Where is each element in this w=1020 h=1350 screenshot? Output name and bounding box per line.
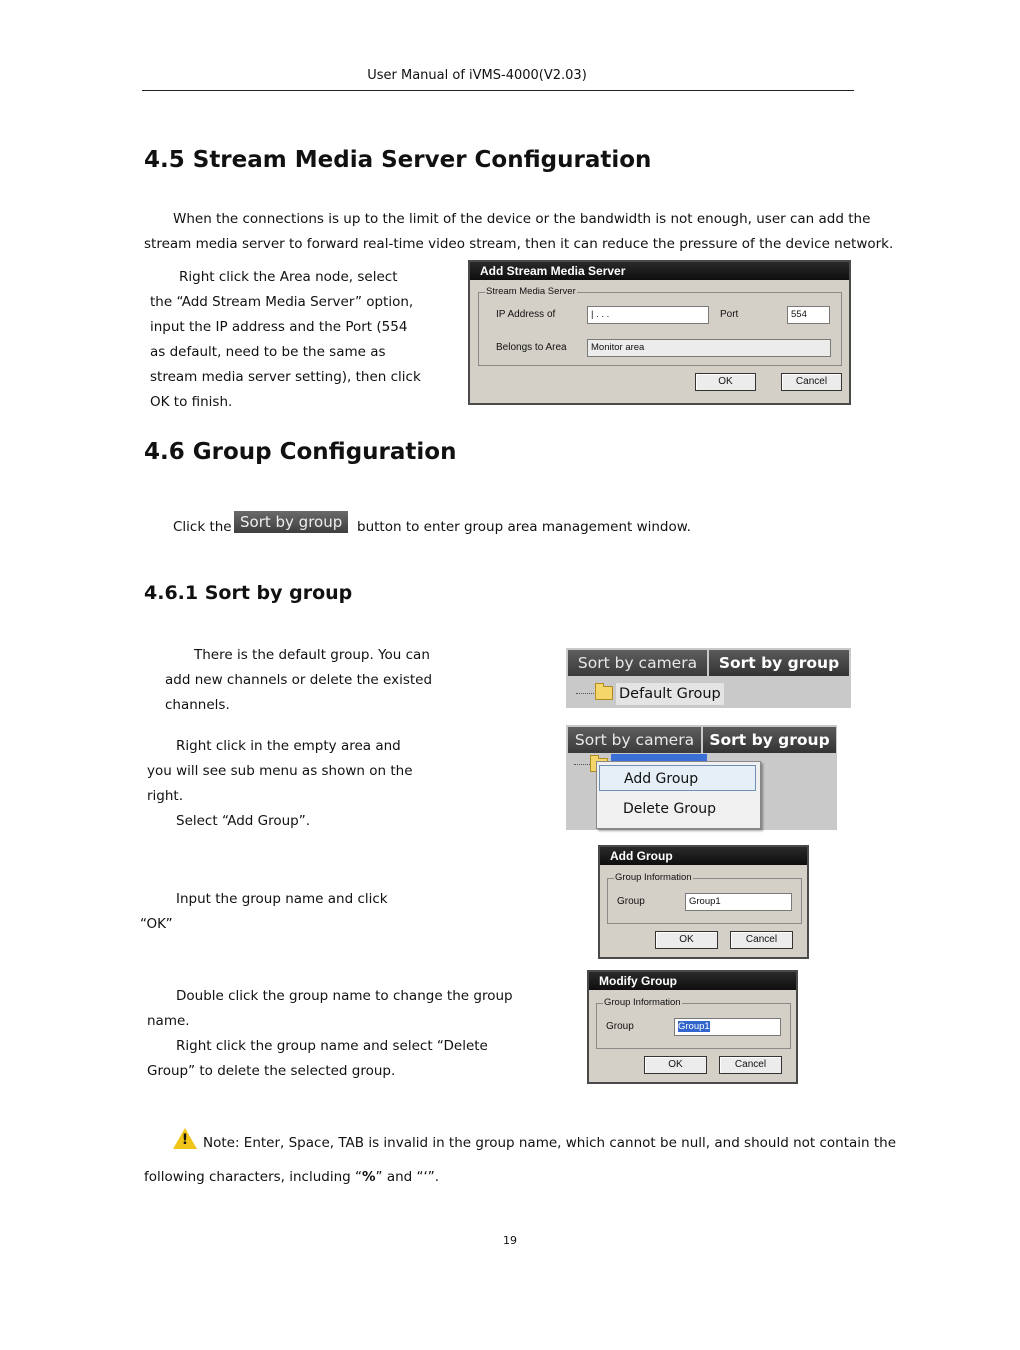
group-information xyxy=(607,872,802,924)
header-rule xyxy=(142,90,854,91)
ip-label: IP Address of xyxy=(496,309,556,320)
selected-text: Group1 xyxy=(678,1021,710,1032)
stream-media-server-group xyxy=(478,286,842,366)
dialog-title: Add Group xyxy=(600,847,807,865)
tab-sort-by-camera[interactable]: Sort by camera xyxy=(568,650,707,676)
tab-sort-by-group[interactable]: Sort by group xyxy=(703,727,836,753)
dialog-title: Modify Group xyxy=(589,972,796,990)
s45-text-5: stream media server setting), then click xyxy=(150,369,421,385)
s461-a1: There is the default group. You can xyxy=(194,647,430,663)
group-name-input[interactable] xyxy=(674,1018,781,1036)
s461-b2: you will see sub menu as shown on the xyxy=(147,763,413,779)
section-heading-4-6: 4.6 Group Configuration xyxy=(144,439,457,465)
note-percent: % xyxy=(362,1169,376,1185)
s461-b3: right. xyxy=(147,788,184,804)
tab-sort-by-camera[interactable]: Sort by camera xyxy=(568,727,701,753)
note-line-2-post: ” and “‘”. xyxy=(375,1169,440,1185)
group-label: Stream Media Server xyxy=(486,286,576,297)
s461-d1: Double click the group name to change the group xyxy=(176,988,513,1004)
s461-a2: add new channels or delete the existed xyxy=(165,672,433,688)
context-menu xyxy=(596,761,761,829)
s461-a3: channels. xyxy=(165,697,230,713)
s461-d2: name. xyxy=(147,1013,190,1029)
group-label: Group Information xyxy=(615,872,692,883)
warning-icon-mark: ! xyxy=(181,1132,189,1148)
click-after-text: button to enter group area management window. xyxy=(357,519,691,535)
page-header: User Manual of iVMS-4000(V2.03) xyxy=(367,68,587,83)
cancel-button[interactable]: Cancel xyxy=(730,931,793,949)
s461-b4: Select “Add Group”. xyxy=(176,813,311,829)
s461-b1: Right click in the empty area and xyxy=(176,738,401,754)
area-label: Belongs to Area xyxy=(496,342,567,353)
tree-item-default-group[interactable]: Default Group xyxy=(616,683,724,705)
s45-text-4: as default, need to be the same as xyxy=(150,344,386,360)
menu-item-add-group[interactable]: Add Group xyxy=(599,765,756,791)
s461-c1: Input the group name and click xyxy=(176,891,388,907)
sort-panel-context-menu xyxy=(566,725,837,830)
add-group-dialog xyxy=(598,845,809,959)
s461-d3: Right click the group name and select “Delete xyxy=(176,1038,488,1054)
click-the-text: Click the xyxy=(173,519,232,535)
modify-group-dialog xyxy=(587,970,798,1084)
sort-by-group-button[interactable]: Sort by group xyxy=(234,511,348,533)
add-stream-media-server-dialog xyxy=(468,260,851,405)
section-heading-4-5: 4.5 Stream Media Server Configuration xyxy=(144,147,652,173)
area-field: Monitor area xyxy=(587,339,831,357)
note-line-2-pre: following characters, including “ xyxy=(144,1169,363,1185)
s45-text-6: OK to finish. xyxy=(150,394,233,410)
note-line-1: Note: Enter, Space, TAB is invalid in the group name, which cannot be null, and should not contain the xyxy=(203,1135,897,1151)
intro-line-2: stream media server to forward real-time video stream, then it can reduce the pressure of the device network. xyxy=(144,236,894,252)
s461-c2: “OK” xyxy=(140,916,173,932)
port-input[interactable]: 554 xyxy=(787,306,830,324)
s45-text-2: the “Add Stream Media Server” option, xyxy=(150,294,414,310)
ok-button[interactable]: OK xyxy=(655,931,718,949)
port-label: Port xyxy=(720,309,739,320)
s45-text-3: input the IP address and the Port (554 xyxy=(150,319,408,335)
s45-text-1: Right click the Area node, select xyxy=(179,269,398,285)
ip-address-input[interactable]: | . . . xyxy=(587,306,709,324)
s461-d4: Group” to delete the selected group. xyxy=(147,1063,396,1079)
menu-item-delete-group[interactable]: Delete Group xyxy=(623,801,717,817)
group-information xyxy=(596,997,791,1049)
cancel-button[interactable]: Cancel xyxy=(781,373,842,391)
tree-connector xyxy=(576,693,594,694)
sort-panel-default xyxy=(566,648,851,708)
intro-line-1: When the connections is up to the limit of the device or the bandwidth is not enough, user can add the xyxy=(173,211,871,227)
ok-button[interactable]: OK xyxy=(695,373,756,391)
s461-c2-clip xyxy=(140,912,200,932)
tab-sort-by-group[interactable]: Sort by group xyxy=(709,650,849,676)
folder-icon xyxy=(595,686,613,700)
cancel-button[interactable]: Cancel xyxy=(719,1056,782,1074)
dialog-title: Add Stream Media Server xyxy=(470,262,849,280)
note-line-2 xyxy=(144,1165,439,1190)
ok-button[interactable]: OK xyxy=(644,1056,707,1074)
section-heading-4-6-1: 4.6.1 Sort by group xyxy=(144,582,353,604)
group-field-label: Group xyxy=(617,896,645,907)
page-number: 19 xyxy=(503,1234,517,1247)
group-name-input[interactable]: Group1 xyxy=(685,893,792,911)
group-field-label: Group xyxy=(606,1021,634,1032)
group-label: Group Information xyxy=(604,997,681,1008)
